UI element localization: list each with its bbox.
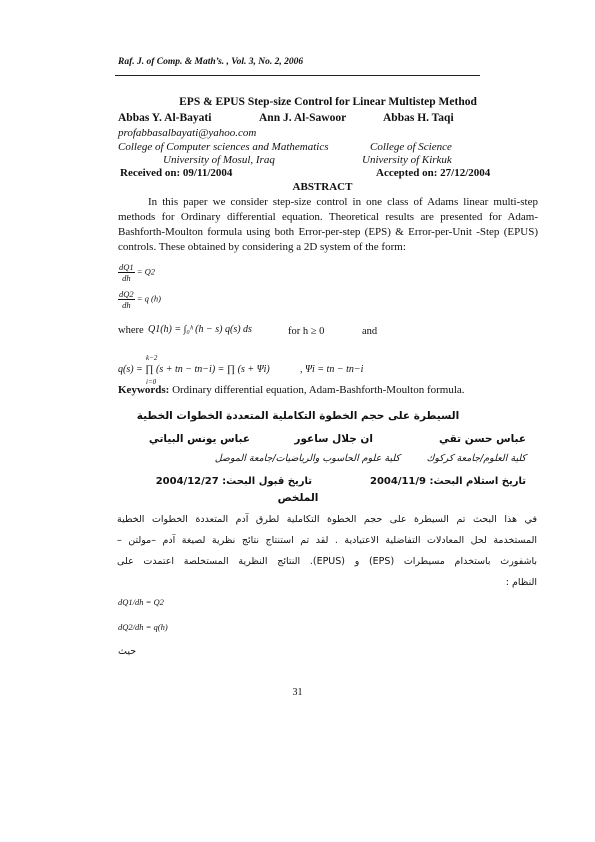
arabic-author-2: ان جلال ساعور (294, 433, 373, 445)
eq1-numerator: dQ1 (119, 262, 134, 272)
equation-5: , Ψi = tn − tn−i (300, 364, 364, 375)
where-label: where (118, 325, 144, 336)
affiliation-right-2: University of Kirkuk (362, 154, 452, 166)
accepted-date: Accepted on: 27/12/2004 (376, 167, 491, 179)
keywords (118, 383, 538, 398)
arabic-text-line-4: النظام : (505, 577, 537, 588)
email: profabbasalbayati@yahoo.com (118, 127, 257, 139)
eq1-rhs: = Q2 (136, 266, 156, 277)
header-rule (115, 75, 480, 76)
arabic-text-line-3: باشفورث باستخدام مسيطرات (EPS) و (EPUS). النتائج النظرية المستخلصة اعتمدت على (117, 556, 537, 567)
equation-2 (118, 289, 161, 310)
affiliation-right-1: College of Science (370, 141, 452, 153)
eq2-rhs: = q (h) (136, 293, 161, 304)
arabic-text-line-1: في هذا البحث تم السيطرة على حجم الخطوة التكاملية لطرق آدم المتعددة الخطوات الخطية (117, 514, 537, 525)
abstract-heading: ABSTRACT (292, 181, 353, 193)
equation-1 (118, 262, 155, 283)
running-header: Raf. J. of Comp. & Math’s. , Vol. 3, No. 2, 2006 (118, 57, 304, 67)
arabic-equation-2: dQ2/dh = q(h) (118, 622, 168, 632)
eq4-upper-limit: k−2 (146, 354, 158, 362)
arabic-author-1: عباس يونس البياتي (148, 433, 250, 445)
author-2: Ann J. Al-Sawoor (259, 112, 347, 124)
eq4-lower-limit: i=0 (146, 378, 157, 386)
arabic-equation-1: dQ1/dh = Q2 (118, 597, 164, 607)
keywords-label: Keywords: (118, 384, 170, 396)
abstract-text: In this paper we consider step-size control in one class of Adams linear multi-step methods for Ordinary differential equation. Theoretical results are presented for Adam-Bashforth-Moulton formula using both Error-per-step (EPS) & Error-per-Unit -Step (EPUS) controls. These obtained by considering a 2D system of the form: (118, 196, 538, 253)
arabic-affiliation-1: كلية علوم الحاسوب والرياضيات/جامعة الموصل (214, 453, 400, 464)
arabic-abstract-heading: الملخص (277, 492, 319, 504)
arabic-accepted: تاريخ قبول البحث: 2004/12/27 (155, 476, 312, 487)
eq2-numerator: dQ2 (119, 289, 134, 299)
arabic-where: حيث (118, 646, 137, 657)
arabic-received: تاريخ استلام البحث: 2004/11/9 (369, 476, 526, 487)
author-1: Abbas Y. Al-Bayati (118, 112, 212, 124)
and-label: and (362, 326, 378, 337)
arabic-author-3: عباس حسن تقي (438, 433, 526, 445)
equation-4: q(s) = ∏ (s + tn − tn−i) = ∏ (s + Ψi) (118, 364, 270, 375)
affiliation-left-1: College of Computer sciences and Mathematics (118, 141, 329, 153)
eq1-denominator: dh (122, 273, 131, 283)
page-number: 31 (292, 687, 303, 698)
condition: for h ≥ 0 (288, 326, 325, 337)
equation-3: Q1(h) = ∫₀ʰ (h − s) q(s) ds (148, 324, 252, 335)
affiliation-left-2: University of Mosul, Iraq (163, 154, 275, 166)
author-3: Abbas H. Taqi (383, 112, 454, 124)
keywords-text: Ordinary differential equation, Adam-Bashforth-Moulton formula. (172, 384, 465, 396)
received-date: Received on: 09/11/2004 (120, 167, 233, 179)
arabic-text-line-2: المستخدمة لحل المعادلات التفاضلية الاعتيادية . لقد تم استنتاج نتائج نظرية لصيغة آدم –مولتن – (117, 535, 537, 546)
eq2-denominator: dh (122, 300, 131, 310)
arabic-affiliation-2: كلية العلوم/جامعة كركوك (426, 453, 526, 464)
arabic-title: السيطرة على حجم الخطوة التكاملية المتعددة الخطوات الخطية (136, 410, 460, 422)
paper-title: EPS & EPUS Step-size Control for Linear Multistep Method (179, 96, 477, 108)
